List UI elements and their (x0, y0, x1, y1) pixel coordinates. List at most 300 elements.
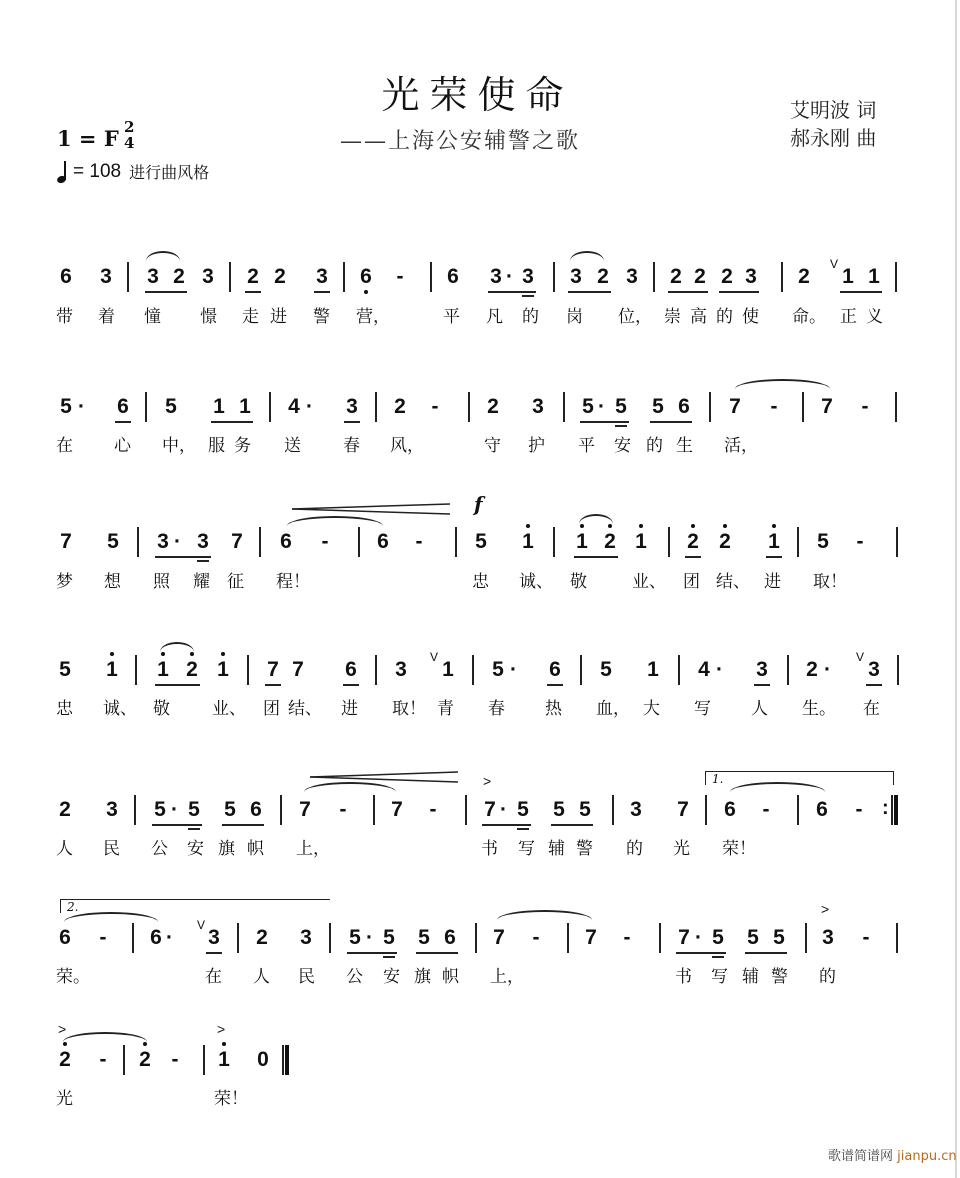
song-title: 光荣使命 (381, 73, 574, 117)
repeat-dots: : (882, 797, 889, 819)
lyric: 公 (346, 967, 363, 986)
note: 2 (256, 926, 268, 949)
barline (127, 262, 129, 292)
note: 7 (585, 926, 597, 949)
barline (567, 923, 569, 953)
score-row-4 (0, 650, 955, 758)
crescendo-hairpin (310, 771, 458, 783)
augmentation-dot: · (166, 926, 173, 949)
note: 1 (842, 265, 854, 288)
lyric: 想 (104, 572, 121, 591)
lyric: 热 (545, 699, 562, 718)
lyric: 安 (187, 839, 204, 858)
barline (465, 795, 467, 825)
watermark (828, 1145, 957, 1164)
lyric: 征 (227, 572, 244, 591)
watermark-cn: 歌谱简谱网 (828, 1149, 894, 1164)
note: 2 (487, 395, 499, 418)
lyric: 服 (208, 436, 225, 455)
augmentation-dot: · (598, 395, 605, 418)
augmentation-dot: · (78, 395, 85, 418)
barline (137, 527, 139, 557)
note: 4 (288, 395, 300, 418)
lyric: 旗 (414, 967, 431, 986)
note: 3 (630, 798, 642, 821)
lyric: 诚、 (519, 572, 553, 591)
note: 5 (224, 798, 236, 821)
note: 2 (247, 265, 259, 288)
barline (475, 923, 477, 953)
note: 3 (745, 265, 757, 288)
lyric: 着 (98, 307, 115, 326)
note: 3 (197, 530, 209, 553)
barline (123, 1045, 125, 1075)
note: 7 (677, 798, 689, 821)
underline (522, 295, 534, 297)
dash: - (339, 798, 347, 821)
lyric: 进 (270, 307, 287, 326)
note: 3 (300, 926, 312, 949)
lyric: 正 (840, 307, 857, 326)
lyric: 程！ (276, 572, 310, 591)
note: 2 (137, 1048, 153, 1072)
lyric: 写 (711, 967, 728, 986)
tie (735, 379, 830, 389)
lyric: 业、 (212, 699, 246, 718)
note: 7 (493, 926, 505, 949)
tie (287, 516, 383, 526)
note: 6 (377, 530, 389, 553)
note: 5 (553, 798, 565, 821)
note: 1 (574, 530, 590, 554)
underline (685, 556, 701, 558)
lyric: 护 (528, 436, 545, 455)
underline (712, 956, 724, 958)
tie (304, 782, 396, 792)
note: 3 (532, 395, 544, 418)
note: 6 (724, 798, 736, 821)
final-barline (285, 1045, 289, 1075)
lyric: 憧 (144, 307, 161, 326)
note: 2 (173, 265, 185, 288)
dynamic-forte: f (474, 492, 483, 516)
tempo-marking (57, 160, 209, 183)
lyric: 安 (383, 967, 400, 986)
volta-bracket-2: 2. (60, 899, 330, 913)
note: 5 (773, 926, 785, 949)
underline (344, 421, 360, 423)
barline (259, 527, 261, 557)
note: 6 (60, 265, 72, 288)
lyric: 人 (751, 699, 768, 718)
augmentation-dot: · (171, 798, 178, 821)
underline (580, 421, 629, 423)
barline (553, 527, 555, 557)
lyric: 业、 (632, 572, 666, 591)
dash: - (762, 798, 770, 821)
lyric: 结、 (288, 699, 322, 718)
lyric: 民 (103, 839, 120, 858)
breath-mark: V (856, 650, 865, 664)
note: 3 (570, 265, 582, 288)
lyric: 生 (676, 436, 693, 455)
note: 6 (59, 926, 71, 949)
barline (787, 655, 789, 685)
lyric: 警 (576, 839, 593, 858)
dash: - (415, 530, 423, 553)
note: 6 (678, 395, 690, 418)
note: 1 (520, 530, 536, 554)
note: 7 (267, 658, 279, 681)
barline (329, 923, 331, 953)
lyric: 公 (151, 839, 168, 858)
underline (245, 291, 261, 293)
underline (676, 952, 726, 954)
barline (705, 795, 707, 825)
underline (517, 828, 529, 830)
note: 5 (712, 926, 724, 949)
underline (211, 421, 253, 423)
key-signature: 1 = F (57, 126, 119, 151)
lyric: 团 (263, 699, 280, 718)
note: 7 (678, 926, 690, 949)
note: 2 (184, 658, 200, 682)
note: 5 (579, 798, 591, 821)
lyric: 春 (488, 699, 505, 718)
note: 1 (442, 658, 454, 681)
note: 3 (626, 265, 638, 288)
lyric: 警 (771, 967, 788, 986)
score-row-2 (0, 395, 955, 495)
note: 5 (154, 798, 166, 821)
augmentation-dot: · (366, 926, 373, 949)
note: 5 (517, 798, 529, 821)
barline (805, 923, 807, 953)
lyric: 书 (675, 967, 692, 986)
barline (895, 262, 897, 292)
note: 2 (806, 658, 818, 681)
underline (568, 291, 611, 293)
barline (237, 923, 239, 953)
lyric: 的 (646, 436, 663, 455)
note: 2 (685, 530, 701, 554)
note: 6 (117, 395, 129, 418)
barline (580, 655, 582, 685)
credits (790, 96, 876, 152)
lyric: 荣。 (56, 967, 90, 986)
underline (222, 824, 264, 826)
barline (229, 262, 231, 292)
dash: - (99, 926, 107, 949)
note: 3 (147, 265, 159, 288)
barline (563, 392, 565, 422)
dash: - (431, 395, 439, 418)
note: 7 (299, 798, 311, 821)
lyric: 使 (742, 307, 759, 326)
lyric: 大 (643, 699, 660, 718)
lyric: 诚、 (103, 699, 137, 718)
underline (766, 556, 782, 558)
lyric: 帜 (442, 967, 459, 986)
barline (468, 392, 470, 422)
barline (247, 655, 249, 685)
barline (132, 923, 134, 953)
slur (160, 642, 194, 652)
lyric: 梦 (56, 572, 73, 591)
note: 5 (165, 395, 177, 418)
lyric: 取！ (813, 572, 847, 591)
lyric: 安 (614, 436, 631, 455)
lyric: 荣！ (214, 1089, 248, 1108)
tie (63, 1032, 147, 1042)
composer: 郝永刚 曲 (790, 126, 877, 150)
lyric: 在 (56, 436, 73, 455)
underline (347, 952, 397, 954)
note: 3 (157, 530, 169, 553)
note: 2 (798, 265, 810, 288)
note: 3 (868, 658, 880, 681)
dash: - (862, 926, 870, 949)
lyric: 务 (234, 436, 251, 455)
score-row-3 (0, 492, 955, 630)
lyric: 敬 (570, 572, 587, 591)
note: 7 (231, 530, 243, 553)
accent-mark: > (821, 901, 830, 917)
song-subtitle: ——上海公安辅警之歌 (340, 129, 581, 154)
note: 3 (316, 265, 328, 288)
barline (797, 527, 799, 557)
end-repeat-barline (894, 795, 898, 825)
underline (866, 684, 882, 686)
lyric: 心 (114, 436, 131, 455)
barline (802, 392, 804, 422)
dash: - (429, 798, 437, 821)
underline (574, 556, 618, 558)
barline (375, 392, 377, 422)
dash: - (856, 530, 864, 553)
barline (659, 923, 661, 953)
note: 3 (756, 658, 768, 681)
underline (719, 291, 759, 293)
lyric: 取！ (392, 699, 426, 718)
note: 5 (418, 926, 430, 949)
note: 3 (106, 798, 118, 821)
augmentation-dot: · (500, 798, 507, 821)
barline (653, 262, 655, 292)
barline (373, 795, 375, 825)
note: 1 (155, 658, 171, 682)
barline (358, 527, 360, 557)
underline (840, 291, 882, 293)
note: 3 (522, 265, 534, 288)
lyric: 带 (56, 307, 73, 326)
note: 3 (202, 265, 214, 288)
lyric: 人 (56, 839, 73, 858)
note: 3 (208, 926, 220, 949)
note: 5 (582, 395, 594, 418)
dash: - (99, 1048, 107, 1071)
note: 5 (59, 658, 71, 681)
tie (497, 910, 592, 920)
note: 7 (484, 798, 496, 821)
note: 5 (107, 530, 119, 553)
lyric: 辅 (548, 839, 565, 858)
lyric: 帜 (247, 839, 264, 858)
watermark-site: jianpu.cn (897, 1149, 957, 1164)
lyric: 荣！ (722, 839, 756, 858)
lyric: 春 (343, 436, 360, 455)
lyric: 的 (819, 967, 836, 986)
barline (472, 655, 474, 685)
lyric: 结、 (716, 572, 750, 591)
lyric: 在 (205, 967, 222, 986)
lyric: 高 (690, 307, 707, 326)
barline (282, 1045, 284, 1075)
tempo-value: = 108 (73, 160, 122, 182)
lyric: 的 (716, 307, 733, 326)
lyric: 进 (764, 572, 781, 591)
note: 3 (100, 265, 112, 288)
lyric: 辅 (742, 967, 759, 986)
barline (269, 392, 271, 422)
note: 1 (104, 658, 120, 682)
dash: - (396, 265, 404, 288)
accent-mark: > (58, 1021, 67, 1037)
note: 7 (60, 530, 72, 553)
lyric: 敬 (153, 699, 170, 718)
underline (155, 556, 211, 558)
note: 5 (349, 926, 361, 949)
note: 5 (615, 395, 627, 418)
lyric: 耀 (193, 572, 210, 591)
lyric: 忠 (56, 699, 73, 718)
breath-mark: V (197, 918, 206, 932)
underline (314, 291, 330, 293)
note: 5 (600, 658, 612, 681)
dash: - (171, 1048, 179, 1071)
underline (115, 421, 131, 423)
underline (551, 824, 593, 826)
dash: - (532, 926, 540, 949)
underline (650, 421, 692, 423)
barline (891, 795, 893, 825)
score-row-6 (0, 900, 955, 1026)
underline (197, 560, 209, 562)
note: 2 (597, 265, 609, 288)
score-row-5 (0, 772, 955, 898)
page-edge (955, 0, 957, 1178)
barline (668, 527, 670, 557)
note: 6 (150, 926, 162, 949)
dash: - (623, 926, 631, 949)
lyric: 义 (866, 307, 883, 326)
note: 2 (59, 798, 71, 821)
quarter-note-icon (57, 161, 69, 183)
underline (383, 956, 395, 958)
lyric: 位， (618, 307, 652, 326)
lyric: 忠 (472, 572, 489, 591)
underline (488, 291, 536, 293)
note: 1 (766, 530, 782, 554)
note: 1 (633, 530, 649, 554)
augmentation-dot: · (716, 658, 723, 681)
note: 2 (394, 395, 406, 418)
note: 3 (490, 265, 502, 288)
underline (145, 291, 187, 293)
note: 6 (447, 265, 459, 288)
barline (203, 1045, 205, 1075)
underline (155, 684, 200, 686)
lyric: 光 (56, 1089, 73, 1108)
underline (745, 952, 787, 954)
lyric: 的 (626, 839, 643, 858)
lyric: 走 (242, 307, 259, 326)
note: 3 (395, 658, 407, 681)
volta-bracket-1: 1. (705, 771, 894, 785)
note: 5 (817, 530, 829, 553)
dash: - (321, 530, 329, 553)
time-signature: 2 4 (124, 118, 135, 152)
note: 6 (280, 530, 292, 553)
barline (781, 262, 783, 292)
note: 5 (492, 658, 504, 681)
note: 7 (292, 658, 304, 681)
lyric: 送 (284, 436, 301, 455)
note: 5 (475, 530, 487, 553)
note: 2 (670, 265, 682, 288)
lyric: 警 (313, 307, 330, 326)
augmentation-dot: · (174, 530, 181, 553)
barline (897, 655, 899, 685)
underline (416, 952, 458, 954)
note: 7 (729, 395, 741, 418)
note: 6 (345, 658, 357, 681)
lyric: 写 (518, 839, 535, 858)
note: 2 (57, 1048, 73, 1072)
augmentation-dot: · (695, 926, 702, 949)
note: 2 (274, 265, 286, 288)
accent-mark: > (483, 773, 492, 789)
note: 6 (250, 798, 262, 821)
note: 1 (215, 658, 231, 682)
underline (206, 952, 222, 954)
barline (612, 795, 614, 825)
lyric: 书 (481, 839, 498, 858)
barline (797, 795, 799, 825)
note: 2 (717, 530, 733, 554)
lyric: 在 (863, 699, 880, 718)
barline (553, 262, 555, 292)
note: 5 (747, 926, 759, 949)
dash: - (855, 798, 863, 821)
lyric: 岗 (566, 307, 583, 326)
barline (280, 795, 282, 825)
lyric: 平 (578, 436, 595, 455)
score-row-1 (0, 257, 955, 365)
note: 6 (816, 798, 828, 821)
note: 1 (647, 658, 659, 681)
lyric: 的 (522, 307, 539, 326)
note: 2 (694, 265, 706, 288)
note: 2 (721, 265, 733, 288)
augmentation-dot: · (824, 658, 831, 681)
barline (455, 527, 457, 557)
augmentation-dot: · (510, 658, 517, 681)
note: 4 (698, 658, 710, 681)
note: 3 (822, 926, 834, 949)
lyric: 血， (596, 699, 630, 718)
lyric: 憬 (200, 307, 217, 326)
